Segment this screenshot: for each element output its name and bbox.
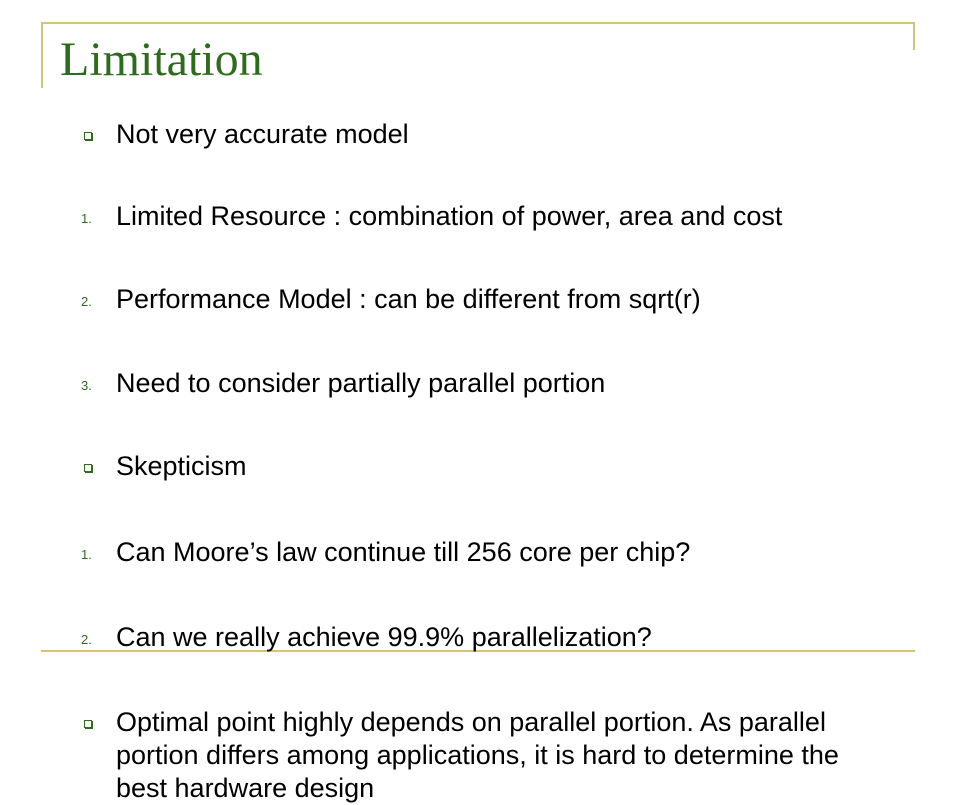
bullet-text: Limited Resource : combination of power, area and cost	[116, 201, 783, 231]
number-marker	[80, 621, 116, 654]
frame-left-line	[41, 22, 43, 88]
number-marker-label: 2.	[81, 632, 92, 647]
checkbox-square-icon	[84, 720, 92, 728]
numbered-item	[80, 367, 890, 400]
numbered-item	[80, 621, 890, 654]
bullet-text: Performance Model : can be different from sqrt(r)	[116, 284, 701, 314]
bullet-text: Can Moore’s law continue till 256 core per chip?	[116, 537, 691, 567]
frame-right-line	[913, 22, 915, 50]
number-marker	[80, 367, 116, 400]
bullet-list	[80, 118, 890, 805]
numbered-item	[80, 200, 890, 233]
bullet-text: Skepticism	[116, 451, 247, 481]
numbered-item	[80, 283, 890, 316]
checkbox-bullet-icon	[80, 450, 116, 483]
number-marker-label: 1.	[81, 211, 92, 226]
numbered-item	[80, 536, 890, 569]
checkbox-bullet-icon	[80, 118, 116, 151]
checkbox-bullet-icon	[80, 706, 116, 739]
number-marker	[80, 536, 116, 569]
checkbox-square-icon	[84, 132, 92, 140]
bullet-text: Optimal point highly depends on parallel portion. As parallel portion differs among applications, it is hard to determine the best hardware design	[116, 707, 839, 803]
frame-top-line	[41, 22, 915, 24]
number-marker-label: 1.	[81, 547, 92, 562]
number-marker	[80, 283, 116, 316]
number-marker-label: 3.	[81, 378, 92, 393]
bullet-item	[80, 706, 890, 805]
number-marker	[80, 200, 116, 233]
number-marker-label: 2.	[81, 294, 92, 309]
bullet-item	[80, 450, 890, 483]
bullet-item	[80, 118, 890, 151]
bullet-text: Need to consider partially parallel portion	[116, 368, 606, 398]
bullet-text: Not very accurate model	[116, 119, 409, 149]
checkbox-square-icon	[84, 464, 92, 472]
bullet-text: Can we really achieve 99.9% parallelization?	[116, 622, 652, 652]
slide-title: Limitation	[60, 33, 263, 86]
